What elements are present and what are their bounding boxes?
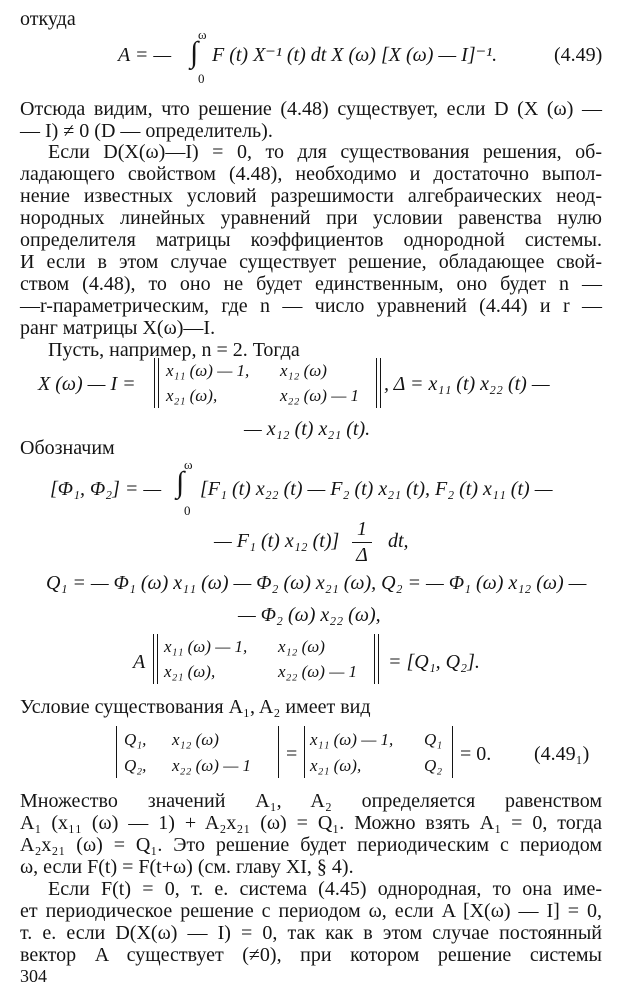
para2-line4: нородных линейных уравнений при условии равенства нулю: [20, 207, 602, 229]
matrix-cell-21: x₂₁ (ω),: [166, 386, 218, 405]
integral-lower-limit: 0: [198, 71, 205, 86]
phi-continuation: — F₁ (t) x₁₂ (t)]: [214, 530, 340, 552]
phi-tail: dt,: [388, 530, 409, 552]
A-norm-bar-left-2: [157, 634, 158, 684]
para4-line4: ω, если F(t) = F(t+ω) (см. главу XI, § 4).: [20, 856, 354, 878]
para1-line2: — I) ≠ 0 (D — определитель).: [20, 120, 273, 142]
page-number: 304: [20, 966, 47, 986]
para2-line5: определителя матрицы коэффициентов однородной системы.: [20, 229, 602, 251]
para1-line1: Отсюда видим, что решение (4.48) существует, если D (X (ω) —: [20, 98, 602, 120]
phi-lhs: [Φ₁, Φ₂] = —: [50, 478, 162, 500]
matrix-cell-12: x₁₂ (ω): [280, 361, 327, 380]
A-norm-bar-left-1: [153, 634, 154, 684]
det1-cell-11: Q₁,: [124, 730, 147, 749]
det1-cell-21: Q₂,: [124, 756, 147, 775]
matrix-cell-11: x₁₁ (ω) — 1,: [166, 361, 250, 380]
det2-bar-left: [304, 726, 305, 778]
A-rhs: = [Q₁, Q₂].: [388, 651, 480, 673]
para5-line2: ет периодическое решение с периодом ω, если A [X(ω) — I] = 0,: [20, 900, 602, 922]
para2-line7: ством (4.48), то оно не будет единственным, оно будет n —: [20, 273, 602, 295]
det1-bar-right: [278, 726, 279, 778]
A-matrix-cell-21: x₂₁ (ω),: [164, 662, 216, 681]
det-equals: =: [286, 743, 298, 765]
para2-line6: И если в этом случае существует решение, обладающее свой-: [20, 251, 602, 273]
para2-line3: нение известных условий разрешимости алгебраических неод-: [20, 185, 602, 207]
para4-line3: A₂x₂₁ (ω) = Q₁. Это решение будет периодическим с периодом: [20, 834, 602, 856]
A-norm-bar-right-1: [374, 634, 375, 684]
eq-lhs: A = —: [118, 44, 172, 66]
det2-cell-21: x₂₁ (ω),: [310, 756, 362, 775]
integral-upper-limit: ω: [198, 27, 207, 42]
para4-line2: A₁ (x₁₁ (ω) — 1) + A₂x₂₁ (ω) = Q₁. Можно взять A₁ = 0, тогда: [20, 812, 602, 834]
para5-line1: Если F(t) = 0, т. е. система (4.45) однородная, то она име-: [48, 878, 602, 900]
eq-body: F (t) X⁻¹ (t) dt X (ω) [X (ω) — I]⁻¹.: [212, 44, 498, 66]
equation-number-4-49-1: (4.49₁): [534, 743, 590, 765]
norm-bar-right-2: [380, 358, 381, 408]
fraction-denominator: Δ: [356, 544, 368, 566]
fraction-numerator: 1: [357, 518, 367, 540]
norm-bar-left-1: [154, 358, 155, 408]
para2-line2: ладающего свойством (4.48), необходимо и достаточно выпол-: [20, 163, 602, 185]
fraction-line: [352, 542, 372, 543]
integral-sign: ∫: [190, 36, 199, 69]
A-matrix-cell-12: x₁₂ (ω): [278, 637, 325, 656]
A-lhs: A: [133, 651, 146, 673]
q-equation-line1: Q₁ = — Φ₁ (ω) x₁₁ (ω) — Φ₂ (ω) x₂₁ (ω), Q₂ = — Φ₁ (ω) x₁₂ (ω) —: [46, 572, 587, 594]
para4-line1: Множество значений A₁, A₂ определяется равенством: [20, 790, 602, 812]
q-equation-line2: — Φ₂ (ω) x₂₂ (ω),: [238, 604, 381, 626]
para2-line8: —r-параметрическим, где n — число уравнений (4.44) и r —: [20, 295, 602, 317]
para5-line3: т. е. если D(X(ω) — I) = 0, так как в этом случае постоянный: [20, 922, 602, 944]
oboznachim-word: Обозначим: [20, 437, 115, 459]
A-norm-bar-right-2: [378, 634, 379, 684]
det1-bar-left: [116, 726, 117, 778]
norm-bar-right-1: [376, 358, 377, 408]
A-matrix-cell-11: x₁₁ (ω) — 1,: [164, 637, 248, 656]
intro-word: откуда: [20, 8, 76, 30]
norm-bar-left-2: [158, 358, 159, 408]
phi-integral-lower: 0: [184, 503, 191, 518]
matrix-lhs: X (ω) — I =: [38, 373, 136, 395]
para2-line1: Если D(X(ω)—I) = 0, то для существования решения, об-: [48, 141, 602, 163]
A-matrix-cell-22: x₂₂ (ω) — 1: [278, 662, 358, 681]
phi-integral-upper: ω: [184, 457, 193, 472]
det2-bar-right: [452, 726, 453, 778]
matrix-cell-22: x₂₂ (ω) — 1: [280, 386, 360, 405]
para2-line9: ранг матрицы X(ω)—I.: [20, 317, 216, 339]
delta-continuation: — x₁₂ (t) x₂₁ (t).: [244, 418, 371, 440]
delta-definition: , Δ = x₁₁ (t) x₂₂ (t) —: [384, 373, 550, 395]
para3: Пусть, например, n = 2. Тогда: [48, 339, 300, 361]
det1-cell-22: x₂₂ (ω) — 1: [172, 756, 252, 775]
det2-cell-11: x₁₁ (ω) — 1,: [310, 730, 394, 749]
det-rhs: = 0.: [460, 743, 492, 765]
phi-body: [F₁ (t) x₂₂ (t) — F₂ (t) x₂₁ (t), F₂ (t) x₁₁ (t) —: [200, 478, 553, 500]
equation-number: (4.49): [554, 44, 603, 66]
det2-cell-12: Q₁: [424, 730, 443, 749]
det1-cell-12: x₁₂ (ω): [172, 730, 219, 749]
para5-line4: вектор A существует (≠0), при котором решение системы: [20, 944, 602, 966]
condition-text: Условие существования A₁, A₂ имеет вид: [20, 696, 371, 718]
phi-integral-sign: ∫: [176, 466, 185, 499]
det2-cell-22: Q₂: [424, 756, 443, 775]
